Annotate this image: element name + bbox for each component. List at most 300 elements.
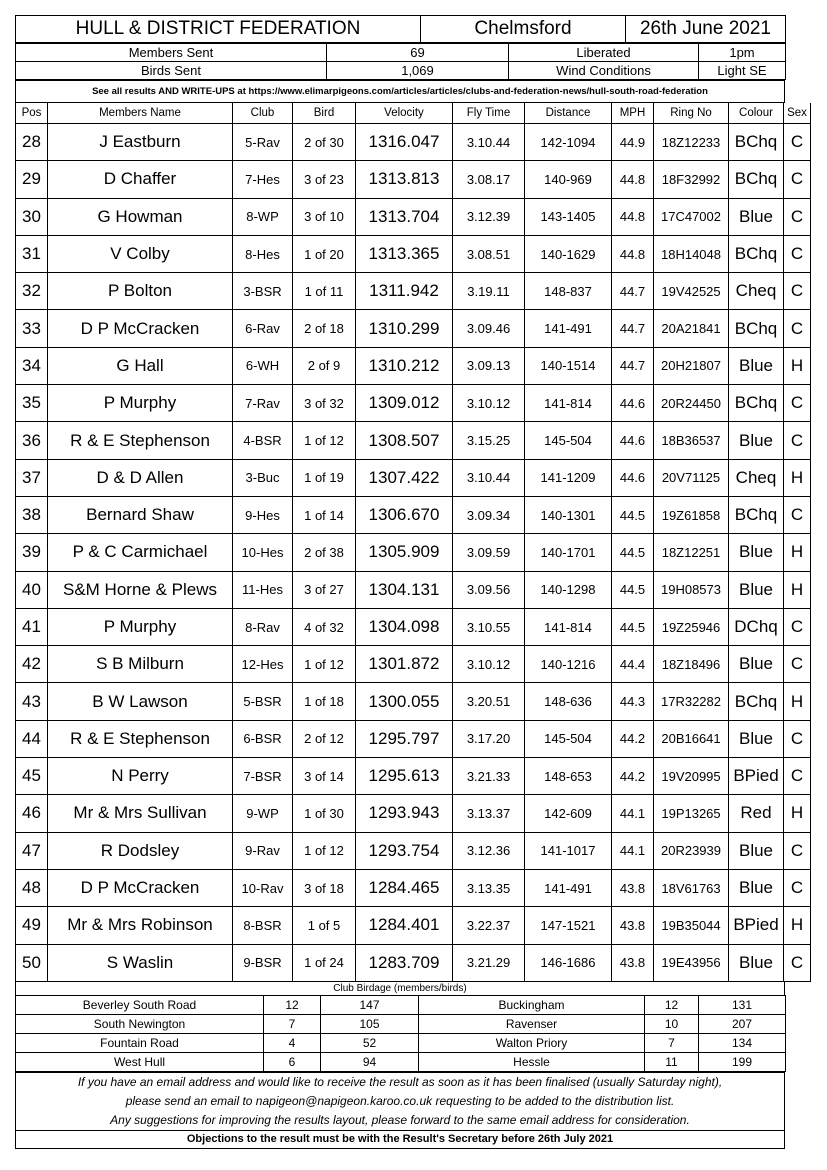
footer-notice [16, 1072, 785, 1130]
race-date: 26th June 2021 [626, 16, 786, 43]
cell-club: 9-WP [233, 795, 293, 832]
birdage-club-members: 7 [264, 1014, 321, 1033]
cell-fly-time: 3.09.56 [453, 571, 525, 608]
cell-velocity: 1300.055 [356, 683, 453, 720]
birdage-body [16, 995, 786, 1071]
cell-bird: 3 of 27 [293, 571, 356, 608]
cell-member-name: D P McCracken [48, 310, 233, 347]
birdage-club-members: 7 [645, 1033, 699, 1052]
cell-mph: 44.9 [612, 124, 654, 161]
table-row [16, 385, 811, 422]
cell-distance: 141-491 [525, 310, 612, 347]
cell-fly-time: 3.17.20 [453, 720, 525, 757]
cell-colour: Blue [729, 347, 784, 384]
col-ring-no: Ring No [654, 103, 729, 124]
cell-mph: 44.1 [612, 832, 654, 869]
birdage-club-birds: 134 [699, 1033, 786, 1052]
cell-pos: 28 [16, 124, 48, 161]
cell-colour: BPied [729, 907, 784, 944]
cell-mph: 44.7 [612, 273, 654, 310]
birdage-club-name: Walton Priory [419, 1033, 645, 1052]
cell-bird: 1 of 24 [293, 944, 356, 981]
cell-mph: 44.5 [612, 571, 654, 608]
cell-bird: 2 of 18 [293, 310, 356, 347]
table-row [16, 310, 811, 347]
cell-club: 6-BSR [233, 720, 293, 757]
cell-club: 8-Rav [233, 608, 293, 645]
liberated-label: Liberated [509, 44, 699, 62]
cell-colour: BChq [729, 385, 784, 422]
cell-pos: 44 [16, 720, 48, 757]
cell-bird: 3 of 10 [293, 198, 356, 235]
cell-club: 7-Hes [233, 161, 293, 198]
cell-club: 9-Hes [233, 496, 293, 533]
cell-colour: DChq [729, 608, 784, 645]
birdage-club-name: Beverley South Road [16, 995, 264, 1014]
cell-sex: C [784, 720, 811, 757]
cell-colour: BChq [729, 683, 784, 720]
birdage-caption-table [15, 982, 785, 995]
cell-pos: 48 [16, 869, 48, 906]
cell-member-name: R & E Stephenson [48, 720, 233, 757]
cell-sex: C [784, 310, 811, 347]
cell-bird: 3 of 23 [293, 161, 356, 198]
cell-velocity: 1295.797 [356, 720, 453, 757]
birdage-club-members: 4 [264, 1033, 321, 1052]
race-location: Chelmsford [421, 16, 626, 43]
birdage-club-birds: 52 [321, 1033, 419, 1052]
col-distance: Distance [525, 103, 612, 124]
cell-fly-time: 3.15.25 [453, 422, 525, 459]
cell-fly-time: 3.12.39 [453, 198, 525, 235]
cell-member-name: R & E Stephenson [48, 422, 233, 459]
cell-member-name: G Howman [48, 198, 233, 235]
cell-member-name: D P McCracken [48, 869, 233, 906]
cell-fly-time: 3.09.59 [453, 534, 525, 571]
cell-ring-no: 18Z12251 [654, 534, 729, 571]
cell-bird: 1 of 19 [293, 459, 356, 496]
birdage-club-birds: 94 [321, 1052, 419, 1071]
cell-bird: 1 of 20 [293, 235, 356, 272]
cell-sex: C [784, 496, 811, 533]
cell-club: 5-BSR [233, 683, 293, 720]
cell-distance: 141-491 [525, 869, 612, 906]
cell-member-name: Bernard Shaw [48, 496, 233, 533]
cell-ring-no: 20A21841 [654, 310, 729, 347]
note-table [15, 80, 785, 103]
cell-member-name: D & D Allen [48, 459, 233, 496]
birdage-club-birds: 207 [699, 1014, 786, 1033]
birdage-title: Club Birdage (members/birds) [16, 982, 785, 995]
cell-velocity: 1311.942 [356, 273, 453, 310]
cell-velocity: 1313.365 [356, 235, 453, 272]
results-table [15, 103, 811, 982]
cell-pos: 50 [16, 944, 48, 981]
cell-bird: 1 of 12 [293, 422, 356, 459]
cell-fly-time: 3.12.36 [453, 832, 525, 869]
cell-fly-time: 3.10.44 [453, 124, 525, 161]
cell-velocity: 1310.212 [356, 347, 453, 384]
cell-pos: 36 [16, 422, 48, 459]
members-sent-value: 69 [327, 44, 509, 62]
cell-ring-no: 20R23939 [654, 832, 729, 869]
cell-club: 4-BSR [233, 422, 293, 459]
cell-bird: 3 of 32 [293, 385, 356, 422]
birds-sent-label: Birds Sent [16, 62, 327, 80]
col-fly-time: Fly Time [453, 103, 525, 124]
cell-distance: 147-1521 [525, 907, 612, 944]
cell-member-name: G Hall [48, 347, 233, 384]
cell-distance: 148-636 [525, 683, 612, 720]
cell-mph: 44.5 [612, 534, 654, 571]
cell-mph: 44.6 [612, 459, 654, 496]
table-row [16, 198, 811, 235]
cell-distance: 148-653 [525, 758, 612, 795]
birdage-club-name: Hessle [419, 1052, 645, 1071]
cell-club: 6-Rav [233, 310, 293, 347]
table-row [16, 646, 811, 683]
table-row [16, 235, 811, 272]
cell-pos: 37 [16, 459, 48, 496]
cell-ring-no: 20H21807 [654, 347, 729, 384]
birdage-row [16, 995, 786, 1014]
cell-pos: 38 [16, 496, 48, 533]
cell-sex: C [784, 422, 811, 459]
results-body [16, 124, 811, 982]
cell-sex: H [784, 683, 811, 720]
cell-sex: H [784, 795, 811, 832]
members-sent-label: Members Sent [16, 44, 327, 62]
cell-ring-no: 17C47002 [654, 198, 729, 235]
cell-ring-no: 19P13265 [654, 795, 729, 832]
table-row [16, 124, 811, 161]
birdage-club-name: Fountain Road [16, 1033, 264, 1052]
header-table [15, 15, 786, 43]
cell-colour: BChq [729, 161, 784, 198]
birdage-club-birds: 199 [699, 1052, 786, 1071]
cell-fly-time: 3.19.11 [453, 273, 525, 310]
cell-club: 3-Buc [233, 459, 293, 496]
cell-distance: 141-814 [525, 608, 612, 645]
cell-member-name: N Perry [48, 758, 233, 795]
table-row [16, 944, 811, 981]
col-velocity: Velocity [356, 103, 453, 124]
birdage-club-members: 11 [645, 1052, 699, 1071]
cell-distance: 146-1686 [525, 944, 612, 981]
birdage-row [16, 1033, 786, 1052]
cell-bird: 1 of 12 [293, 832, 356, 869]
cell-member-name: B W Lawson [48, 683, 233, 720]
footer-table [15, 1072, 785, 1149]
cell-distance: 140-1301 [525, 496, 612, 533]
cell-sex: C [784, 385, 811, 422]
cell-pos: 35 [16, 385, 48, 422]
cell-ring-no: 17R32282 [654, 683, 729, 720]
cell-pos: 42 [16, 646, 48, 683]
cell-ring-no: 20V71125 [654, 459, 729, 496]
birdage-club-birds: 105 [321, 1014, 419, 1033]
birdage-table [15, 995, 786, 1072]
table-row [16, 683, 811, 720]
cell-velocity: 1283.709 [356, 944, 453, 981]
birdage-club-name: Ravenser [419, 1014, 645, 1033]
cell-club: 8-Hes [233, 235, 293, 272]
cell-sex: H [784, 534, 811, 571]
cell-pos: 29 [16, 161, 48, 198]
cell-member-name: Mr & Mrs Robinson [48, 907, 233, 944]
table-row [16, 161, 811, 198]
cell-distance: 140-1629 [525, 235, 612, 272]
federation-title: HULL & DISTRICT FEDERATION [16, 16, 421, 43]
cell-pos: 43 [16, 683, 48, 720]
cell-ring-no: 19Z25946 [654, 608, 729, 645]
cell-pos: 33 [16, 310, 48, 347]
cell-sex: C [784, 944, 811, 981]
cell-distance: 140-1216 [525, 646, 612, 683]
cell-ring-no: 19V42525 [654, 273, 729, 310]
cell-distance: 142-1094 [525, 124, 612, 161]
birdage-club-members: 12 [645, 995, 699, 1014]
cell-fly-time: 3.10.44 [453, 459, 525, 496]
cell-club: 8-WP [233, 198, 293, 235]
cell-pos: 47 [16, 832, 48, 869]
cell-pos: 40 [16, 571, 48, 608]
cell-distance: 140-969 [525, 161, 612, 198]
cell-fly-time: 3.08.51 [453, 235, 525, 272]
cell-sex: C [784, 758, 811, 795]
table-row [16, 832, 811, 869]
cell-club: 6-WH [233, 347, 293, 384]
cell-distance: 143-1405 [525, 198, 612, 235]
cell-club: 12-Hes [233, 646, 293, 683]
cell-distance: 140-1514 [525, 347, 612, 384]
cell-pos: 46 [16, 795, 48, 832]
cell-sex: C [784, 235, 811, 272]
birdage-club-birds: 131 [699, 995, 786, 1014]
birdage-club-members: 12 [264, 995, 321, 1014]
cell-ring-no: 18Z12233 [654, 124, 729, 161]
cell-club: 11-Hes [233, 571, 293, 608]
cell-fly-time: 3.10.12 [453, 646, 525, 683]
column-headers [16, 103, 811, 124]
cell-mph: 44.8 [612, 235, 654, 272]
cell-ring-no: 19V20995 [654, 758, 729, 795]
cell-velocity: 1284.465 [356, 869, 453, 906]
cell-colour: Blue [729, 832, 784, 869]
liberated-value: 1pm [699, 44, 786, 62]
cell-sex: C [784, 161, 811, 198]
cell-fly-time: 3.10.55 [453, 608, 525, 645]
col-club: Club [233, 103, 293, 124]
cell-mph: 43.8 [612, 907, 654, 944]
wind-value: Light SE [699, 62, 786, 80]
cell-colour: BChq [729, 235, 784, 272]
cell-distance: 145-504 [525, 422, 612, 459]
cell-sex: H [784, 907, 811, 944]
cell-fly-time: 3.13.37 [453, 795, 525, 832]
birdage-club-name: South Newington [16, 1014, 264, 1033]
cell-bird: 1 of 12 [293, 646, 356, 683]
cell-velocity: 1304.098 [356, 608, 453, 645]
cell-member-name: Mr & Mrs Sullivan [48, 795, 233, 832]
cell-sex: C [784, 198, 811, 235]
col-sex: Sex [784, 103, 811, 124]
table-row [16, 273, 811, 310]
wind-label: Wind Conditions [509, 62, 699, 80]
cell-fly-time: 3.09.13 [453, 347, 525, 384]
cell-sex: H [784, 571, 811, 608]
birdage-row [16, 1052, 786, 1071]
birdage-club-members: 6 [264, 1052, 321, 1071]
cell-velocity: 1293.754 [356, 832, 453, 869]
cell-fly-time: 3.09.46 [453, 310, 525, 347]
cell-mph: 44.3 [612, 683, 654, 720]
cell-bird: 1 of 18 [293, 683, 356, 720]
cell-mph: 44.6 [612, 385, 654, 422]
cell-member-name: R Dodsley [48, 832, 233, 869]
table-row [16, 795, 811, 832]
cell-mph: 43.8 [612, 944, 654, 981]
cell-velocity: 1307.422 [356, 459, 453, 496]
table-row [16, 758, 811, 795]
cell-member-name: V Colby [48, 235, 233, 272]
cell-bird: 1 of 5 [293, 907, 356, 944]
cell-mph: 44.5 [612, 496, 654, 533]
cell-pos: 41 [16, 608, 48, 645]
cell-colour: Cheq [729, 459, 784, 496]
cell-bird: 2 of 12 [293, 720, 356, 757]
birdage-club-name: Buckingham [419, 995, 645, 1014]
cell-mph: 44.4 [612, 646, 654, 683]
cell-ring-no: 19E43956 [654, 944, 729, 981]
cell-mph: 44.2 [612, 720, 654, 757]
cell-club: 9-BSR [233, 944, 293, 981]
cell-mph: 44.8 [612, 198, 654, 235]
cell-distance: 140-1701 [525, 534, 612, 571]
cell-velocity: 1308.507 [356, 422, 453, 459]
cell-ring-no: 18B36537 [654, 422, 729, 459]
cell-mph: 44.6 [612, 422, 654, 459]
col-members-name: Members Name [48, 103, 233, 124]
table-row [16, 422, 811, 459]
cell-sex: C [784, 832, 811, 869]
cell-club: 5-Rav [233, 124, 293, 161]
cell-bird: 1 of 11 [293, 273, 356, 310]
objections-notice: Objections to the result must be with the Result's Secretary before 26th July 2021 [16, 1130, 785, 1148]
col-bird: Bird [293, 103, 356, 124]
footer-line-1: If you have an email address and would like to receive the result as soon as it has been finalised (usually Saturday night), [77, 1074, 723, 1089]
cell-mph: 44.8 [612, 161, 654, 198]
cell-club: 7-Rav [233, 385, 293, 422]
cell-distance: 148-837 [525, 273, 612, 310]
cell-member-name: S&M Horne & Plews [48, 571, 233, 608]
cell-velocity: 1309.012 [356, 385, 453, 422]
cell-member-name: J Eastburn [48, 124, 233, 161]
cell-fly-time: 3.22.37 [453, 907, 525, 944]
birdage-club-name: West Hull [16, 1052, 264, 1071]
cell-distance: 141-1209 [525, 459, 612, 496]
cell-fly-time: 3.20.51 [453, 683, 525, 720]
cell-ring-no: 20B16641 [654, 720, 729, 757]
cell-fly-time: 3.21.29 [453, 944, 525, 981]
cell-club: 8-BSR [233, 907, 293, 944]
cell-fly-time: 3.13.35 [453, 869, 525, 906]
cell-ring-no: 20R24450 [654, 385, 729, 422]
table-row [16, 459, 811, 496]
cell-velocity: 1316.047 [356, 124, 453, 161]
col-pos: Pos [16, 103, 48, 124]
cell-colour: Cheq [729, 273, 784, 310]
cell-ring-no: 19B35044 [654, 907, 729, 944]
cell-club: 3-BSR [233, 273, 293, 310]
cell-sex: C [784, 124, 811, 161]
cell-colour: Blue [729, 720, 784, 757]
results-sheet [15, 15, 807, 1149]
cell-bird: 3 of 14 [293, 758, 356, 795]
cell-velocity: 1284.401 [356, 907, 453, 944]
cell-pos: 39 [16, 534, 48, 571]
cell-distance: 145-504 [525, 720, 612, 757]
birdage-row [16, 1014, 786, 1033]
cell-colour: Blue [729, 422, 784, 459]
cell-fly-time: 3.10.12 [453, 385, 525, 422]
footer-line-2: please send an email to napigeon@napigeon.karoo.co.uk requesting to be added to the distribution list. [125, 1093, 675, 1108]
cell-bird: 4 of 32 [293, 608, 356, 645]
cell-ring-no: 18H14048 [654, 235, 729, 272]
cell-bird: 3 of 18 [293, 869, 356, 906]
cell-distance: 140-1298 [525, 571, 612, 608]
cell-member-name: P Murphy [48, 385, 233, 422]
cell-mph: 44.1 [612, 795, 654, 832]
info-table [15, 43, 786, 80]
cell-member-name: S Waslin [48, 944, 233, 981]
cell-distance: 141-1017 [525, 832, 612, 869]
cell-velocity: 1293.943 [356, 795, 453, 832]
cell-velocity: 1304.131 [356, 571, 453, 608]
cell-member-name: P Murphy [48, 608, 233, 645]
cell-colour: Blue [729, 869, 784, 906]
cell-colour: BChq [729, 124, 784, 161]
cell-mph: 43.8 [612, 869, 654, 906]
cell-bird: 2 of 30 [293, 124, 356, 161]
cell-velocity: 1301.872 [356, 646, 453, 683]
cell-ring-no: 18Z18496 [654, 646, 729, 683]
cell-club: 10-Rav [233, 869, 293, 906]
results-link-note[interactable]: See all results AND WRITE-UPS at https://www.elimarpigeons.com/articles/articles/clubs-and-federation-news/hull-south-road-federation [16, 81, 785, 103]
cell-club: 9-Rav [233, 832, 293, 869]
cell-bird: 1 of 14 [293, 496, 356, 533]
cell-colour: Blue [729, 571, 784, 608]
cell-pos: 45 [16, 758, 48, 795]
cell-member-name: D Chaffer [48, 161, 233, 198]
cell-member-name: P & C Carmichael [48, 534, 233, 571]
table-row [16, 534, 811, 571]
cell-pos: 49 [16, 907, 48, 944]
cell-colour: BChq [729, 496, 784, 533]
table-row [16, 608, 811, 645]
cell-pos: 31 [16, 235, 48, 272]
table-row [16, 571, 811, 608]
cell-pos: 30 [16, 198, 48, 235]
cell-colour: Blue [729, 944, 784, 981]
cell-sex: C [784, 608, 811, 645]
cell-sex: C [784, 273, 811, 310]
cell-mph: 44.2 [612, 758, 654, 795]
col-colour: Colour [729, 103, 784, 124]
cell-club: 10-Hes [233, 534, 293, 571]
birds-sent-value: 1,069 [327, 62, 509, 80]
cell-pos: 34 [16, 347, 48, 384]
